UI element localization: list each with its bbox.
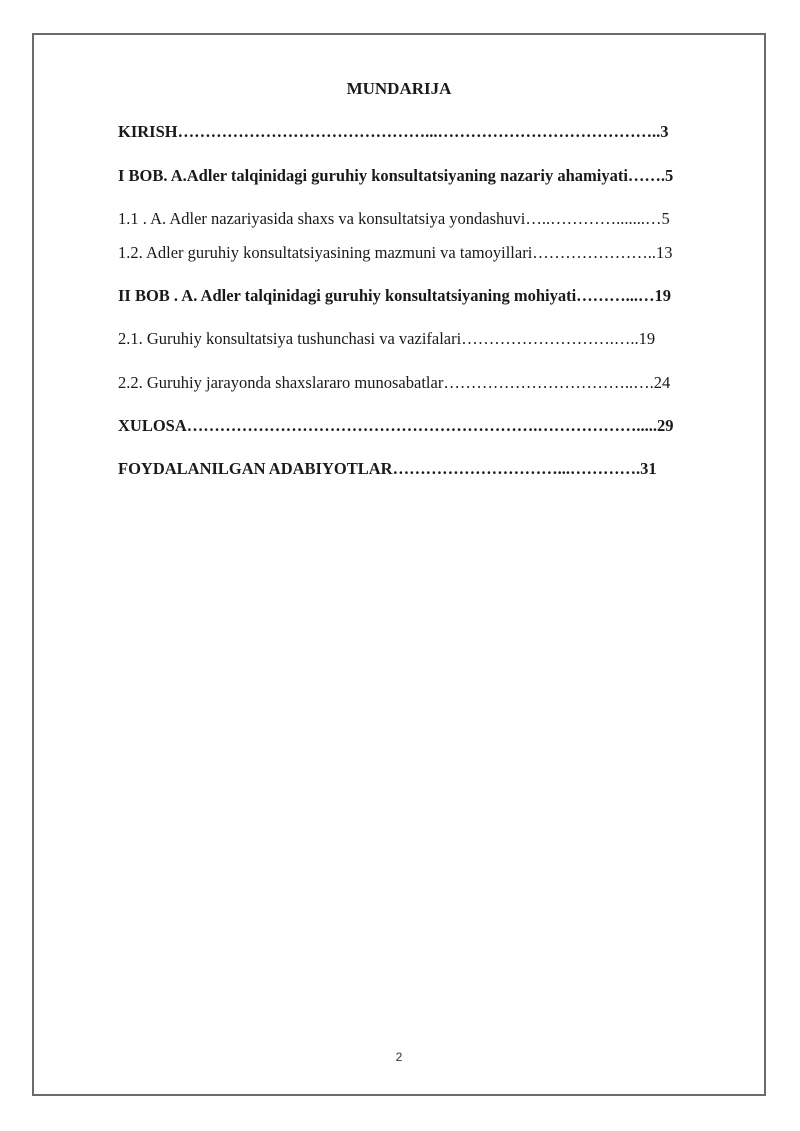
page-title: MUNDARIJA xyxy=(346,79,452,98)
toc-entry-kirish: KIRISH………………………………………...…………………………………..3 xyxy=(118,122,669,141)
toc-entry-chapter-1: I BOB. A.Adler talqinidagi guruhiy konsultatsiyaning nazariy ahamiyati…….5 xyxy=(118,166,674,185)
toc-entry-section-1-1: 1.1 . A. Adler nazariyasida shaxs va konsultatsiya yondashuvi…..………….......…5 xyxy=(118,209,670,228)
toc-entry-section-2-1: 2.1. Guruhiy konsultatsiya tushunchasi va vazifalari……………………….…..19 xyxy=(118,329,656,348)
toc-entry-section-1-2: 1.2. Adler guruhiy konsultatsiyasining mazmuni va tamoyillari…………………..13 xyxy=(118,243,673,262)
toc-entry-xulosa: XULOSA……………………………………………………….……………….....29 xyxy=(118,416,674,435)
page-number: 2 xyxy=(395,1050,403,1064)
toc-entry-section-2-2: 2.2. Guruhiy jarayonda shaxslararo munosabatlar……………………………..….24 xyxy=(118,373,671,392)
toc-entry-bibliography: FOYDALANILGAN ADABIYOTLAR…………………………...………….31 xyxy=(118,459,657,478)
toc-entry-chapter-2: II BOB . A. Adler talqinidagi guruhiy konsultatsiyaning mohiyati………...…19 xyxy=(118,286,672,305)
document-page xyxy=(32,33,766,1096)
